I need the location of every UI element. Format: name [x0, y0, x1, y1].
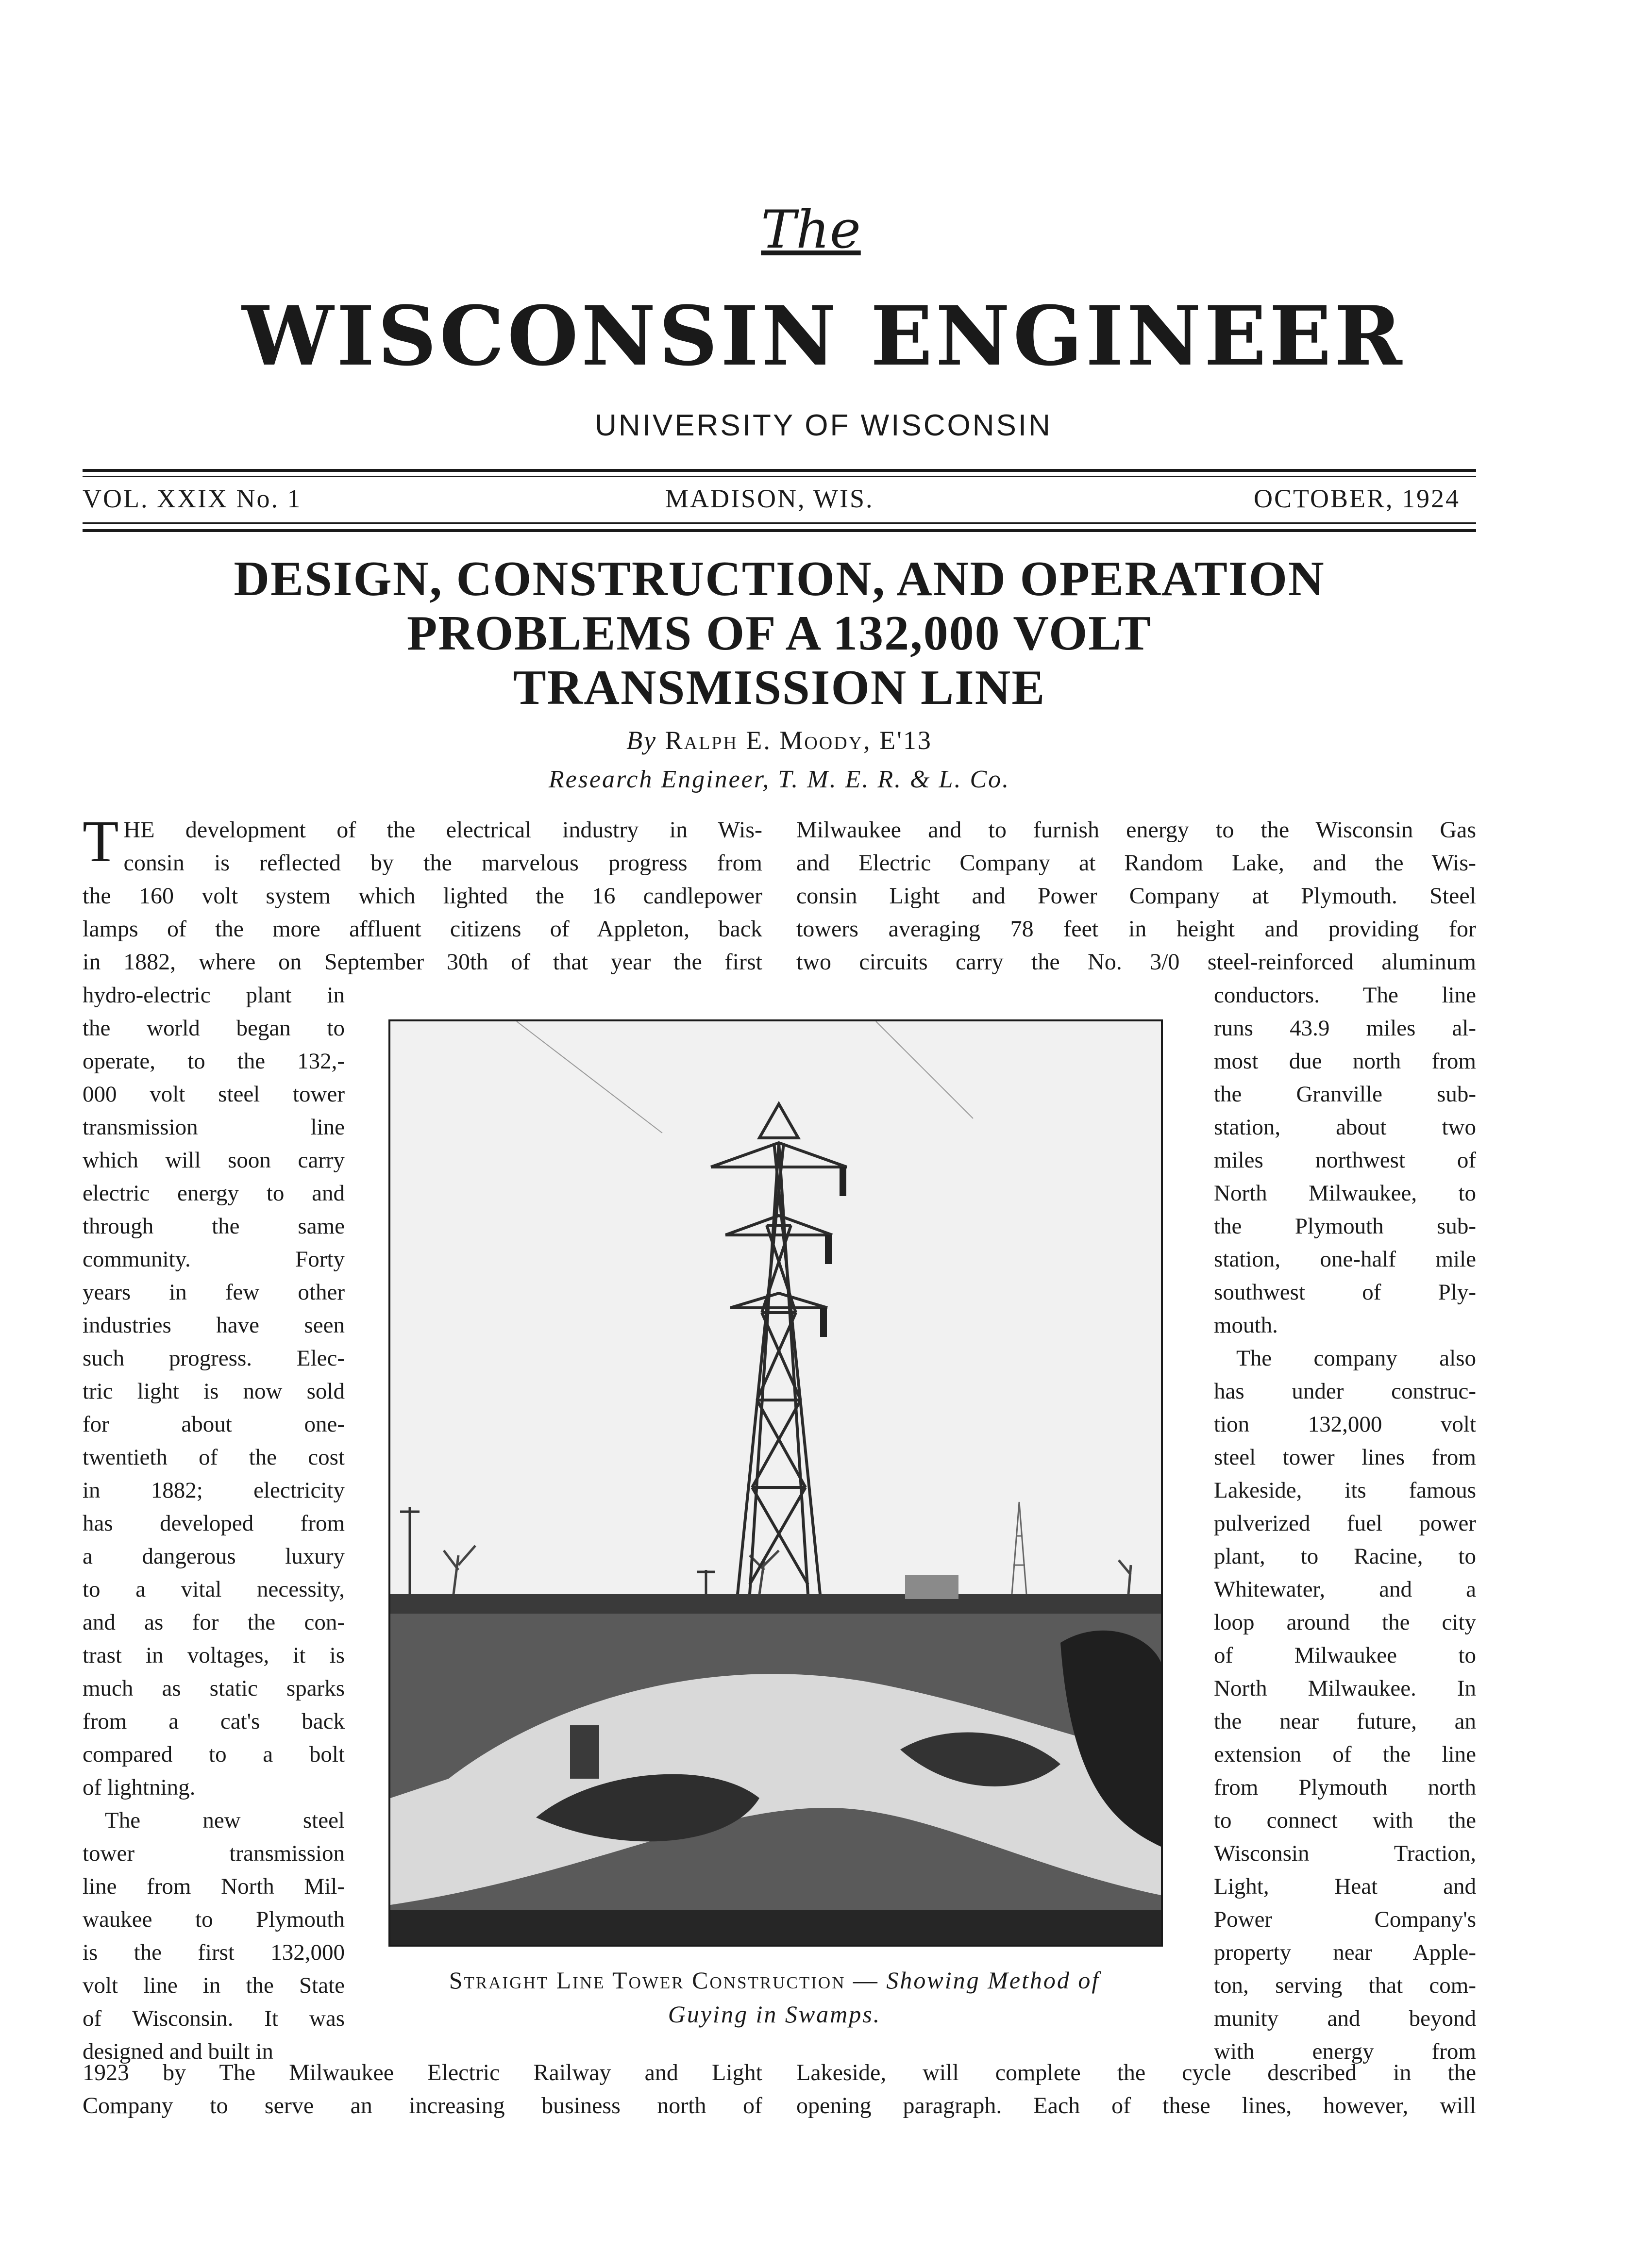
text-line: from Plymouth north: [1214, 1775, 1476, 1800]
text-line: The company also: [1236, 1346, 1476, 1371]
text-line: Light, Heat and: [1214, 1874, 1476, 1899]
masthead-rule-bottom-thin: [83, 522, 1476, 524]
text-line: Company to serve an increasing business north of: [83, 2093, 762, 2118]
text-line: a dangerous luxury: [83, 1544, 345, 1569]
text-line: North Milwaukee. In: [1214, 1676, 1476, 1701]
text-line: North Milwaukee, to: [1214, 1181, 1476, 1206]
text-line: towers averaging 78 feet in height and providing for: [796, 916, 1476, 942]
text-line: transmission line: [83, 1115, 345, 1140]
text-line: the Granville sub-: [1214, 1082, 1476, 1107]
text-line: mouth.: [1214, 1313, 1278, 1338]
text-line: 1923 by The Milwaukee Electric Railway and Light: [83, 2060, 762, 2085]
figure-caption-line-2: Guying in Swamps.: [668, 2001, 881, 2028]
text-line: consin is reflected by the marvelous progress from: [123, 850, 762, 876]
issue-date: OCTOBER, 1924: [1254, 484, 1461, 513]
text-line: for about one-: [83, 1412, 345, 1437]
text-line: waukee to Plymouth: [83, 1907, 345, 1932]
text-line: such progress. Elec-: [83, 1346, 345, 1371]
article-title-line-1: DESIGN, CONSTRUCTION, AND OPERATION: [234, 551, 1325, 606]
text-line: to connect with the: [1214, 1808, 1476, 1833]
text-line: station, one-half mile: [1214, 1247, 1476, 1272]
text-line: of Milwaukee to: [1214, 1643, 1476, 1668]
figure-caption: [379, 1968, 1170, 1992]
text-line: the near future, an: [1214, 1709, 1476, 1734]
drop-cap: T: [83, 809, 119, 874]
text-line: HE development of the electrical industry in Wis-: [123, 817, 762, 843]
text-line: runs 43.9 miles al-: [1214, 1016, 1476, 1041]
text-line: tric light is now sold: [83, 1379, 345, 1404]
author-role: Research Engineer, T. M. E. R. & L. Co.: [548, 766, 1010, 793]
text-line: two circuits carry the No. 3/0 steel-reinforced aluminum: [796, 949, 1476, 975]
text-line: 000 volt steel tower: [83, 1082, 345, 1107]
text-line: designed and built in: [83, 2039, 273, 2064]
text-line: steel tower lines from: [1214, 1445, 1476, 1470]
text-line: electric energy to and: [83, 1181, 345, 1206]
text-line: line from North Mil-: [83, 1874, 345, 1899]
masthead-rule-top: [83, 469, 1476, 472]
left-column-top: [83, 809, 762, 979]
text-line: The new steel: [105, 1808, 345, 1833]
masthead-rule-top-thin: [83, 476, 1476, 477]
text-line: and Electric Company at Random Lake, and the Wis-: [796, 850, 1476, 876]
text-line: the 160 volt system which lighted the 16 candlepower: [83, 883, 762, 909]
text-line: pulverized fuel power: [1214, 1511, 1476, 1536]
text-line: Wisconsin Traction,: [1214, 1841, 1476, 1866]
text-line: tion 132,000 volt: [1214, 1412, 1476, 1437]
masthead-title: WISCONSIN ENGINEER: [242, 288, 1405, 384]
text-line: lamps of the more affluent citizens of Appleton, back: [83, 916, 762, 942]
text-line: Whitewater, and a: [1214, 1577, 1476, 1602]
text-line: ton, serving that com-: [1214, 1973, 1476, 1998]
text-line: extension of the line: [1214, 1742, 1476, 1767]
text-line: plant, to Racine, to: [1214, 1544, 1476, 1569]
caption-main: Straight Line Tower Construction: [449, 1967, 846, 1994]
volume-number: VOL. XXIX No. 1: [83, 484, 302, 513]
place: MADISON, WIS.: [665, 484, 874, 513]
text-line: property near Apple-: [1214, 1940, 1476, 1965]
text-line: miles northwest of: [1214, 1148, 1476, 1173]
masthead-the: The: [761, 200, 861, 260]
masthead-subtitle: UNIVERSITY OF WISCONSIN: [595, 409, 1052, 442]
right-column-bottom: [796, 2056, 1476, 2122]
masthead-rule-bottom: [83, 529, 1476, 532]
text-line: in 1882; electricity: [83, 1478, 345, 1503]
text-line: Lakeside, its famous: [1214, 1478, 1476, 1503]
text-line: years in few other: [83, 1280, 345, 1305]
photo-illustration: [390, 1021, 1161, 1945]
text-line: and as for the con-: [83, 1610, 345, 1635]
right-column-narrow: [1214, 979, 1476, 2068]
left-column-bottom: [83, 2056, 762, 2122]
text-line: the Plymouth sub-: [1214, 1214, 1476, 1239]
text-line: which will soon carry: [83, 1148, 345, 1173]
byline: [83, 727, 1476, 753]
text-line: loop around the city: [1214, 1610, 1476, 1635]
text-line: community. Forty: [83, 1247, 345, 1272]
photo-transmission-tower: [388, 1019, 1163, 1947]
caption-dash: —: [845, 1967, 887, 1994]
text-line: munity and beyond: [1214, 2006, 1476, 2031]
text-line: most due north from: [1214, 1049, 1476, 1074]
article-title-line-2: PROBLEMS OF A 132,000 VOLT: [407, 606, 1152, 661]
text-line: station, about two: [1214, 1115, 1476, 1140]
text-line: tower transmission: [83, 1841, 345, 1866]
text-line: to a vital necessity,: [83, 1577, 345, 1602]
text-line: from a cat's back: [83, 1709, 345, 1734]
left-column-narrow: [83, 979, 345, 2068]
author-name: Ralph E. Moody, E'13: [665, 726, 932, 755]
article-title-line-3: TRANSMISSION LINE: [513, 660, 1046, 715]
text-line: Lakeside, will complete the cycle described in the: [796, 2060, 1476, 2085]
text-line: Power Company's: [1214, 1907, 1476, 1932]
text-line: twentieth of the cost: [83, 1445, 345, 1470]
text-line: volt line in the State: [83, 1973, 345, 1998]
text-line: consin Light and Power Company at Plymouth. Steel: [796, 883, 1476, 909]
text-line: of Wisconsin. It was: [83, 2006, 345, 2031]
byline-prefix: By: [626, 726, 657, 755]
text-line: hydro-electric plant in: [83, 983, 345, 1008]
caption-italic-1: Showing Method of: [886, 1967, 1100, 1994]
text-line: industries have seen: [83, 1313, 345, 1338]
text-line: in 1882, where on September 30th of that year the first: [83, 949, 762, 975]
text-line: has under construc-: [1214, 1379, 1476, 1404]
text-line: compared to a bolt: [83, 1742, 345, 1767]
text-line: of lightning.: [83, 1775, 196, 1800]
text-line: operate, to the 132,-: [83, 1049, 345, 1074]
text-line: is the first 132,000: [83, 1940, 345, 1965]
text-line: through the same: [83, 1214, 345, 1239]
text-line: southwest of Ply-: [1214, 1280, 1476, 1305]
text-line: the world began to: [83, 1016, 345, 1041]
text-line: with energy from: [1214, 2039, 1476, 2064]
text-line: has developed from: [83, 1511, 345, 1536]
text-line: Milwaukee and to furnish energy to the Wisconsin Gas: [796, 817, 1476, 843]
text-line: opening paragraph. Each of these lines, however, will: [796, 2093, 1476, 2118]
text-line: trast in voltages, it is: [83, 1643, 345, 1668]
right-column-top: [796, 814, 1476, 979]
text-line: much as static sparks: [83, 1676, 345, 1701]
text-line: conductors. The line: [1214, 983, 1476, 1008]
